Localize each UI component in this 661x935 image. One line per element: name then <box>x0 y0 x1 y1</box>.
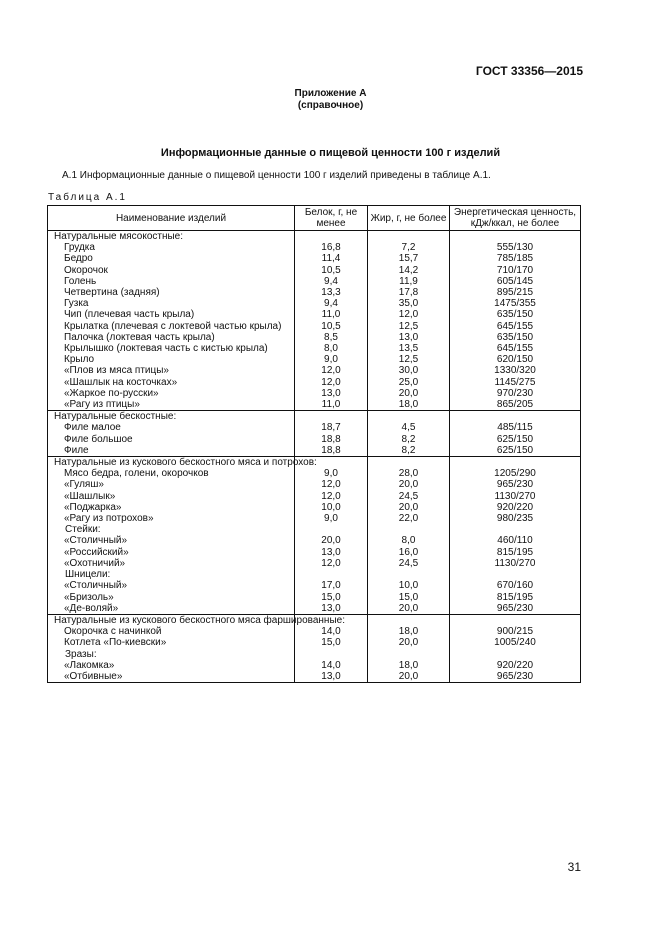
cell-energy <box>450 569 581 580</box>
cell-energy: 620/150 <box>450 354 581 365</box>
cell-energy: 900/215 <box>450 626 581 637</box>
table-row <box>48 365 581 376</box>
table-row <box>48 354 581 365</box>
table-row <box>48 388 581 399</box>
cell-fat: 24,5 <box>368 491 450 502</box>
cell-name: Окорочок <box>48 265 295 276</box>
cell-protein: 10,0 <box>295 502 368 513</box>
cell-fat: 15,0 <box>368 592 450 603</box>
cell-protein: 12,0 <box>295 377 368 388</box>
cell-name: «Гуляш» <box>48 479 295 490</box>
cell-energy: 605/145 <box>450 276 581 287</box>
table-group-row <box>48 524 581 535</box>
table-row <box>48 502 581 513</box>
cell-fat: 12,5 <box>368 321 450 332</box>
table-row <box>48 535 581 546</box>
cell-fat: 15,7 <box>368 253 450 264</box>
cell-fat: 16,0 <box>368 547 450 558</box>
intro-paragraph: А.1 Информационные данные о пищевой ценности 100 г изделий приведены в таблице А.1. <box>62 170 491 181</box>
nutrition-table <box>47 205 581 683</box>
cell-protein: 17,0 <box>295 580 368 591</box>
table-row <box>48 637 581 648</box>
cell-fat <box>368 614 450 626</box>
cell-protein: 13,0 <box>295 671 368 683</box>
page-number: 31 <box>567 860 581 874</box>
cell-fat: 14,2 <box>368 265 450 276</box>
cell-energy <box>450 649 581 660</box>
cell-fat: 20,0 <box>368 637 450 648</box>
table-row <box>48 580 581 591</box>
cell-protein: 14,0 <box>295 626 368 637</box>
cell-fat <box>368 457 450 469</box>
cell-name: «Жаркое по-русски» <box>48 388 295 399</box>
cell-fat: 12,5 <box>368 354 450 365</box>
cell-energy: 460/110 <box>450 535 581 546</box>
cell-energy: 645/155 <box>450 321 581 332</box>
cell-energy: 555/130 <box>450 242 581 253</box>
cell-name: Крыло <box>48 354 295 365</box>
cell-protein: 20,0 <box>295 535 368 546</box>
cell-name: Крылышко (локтевая часть с кистью крыла) <box>48 343 295 354</box>
cell-protein <box>295 231 368 243</box>
cell-name: Гузка <box>48 298 295 309</box>
cell-name: Окорочка с начинкой <box>48 626 295 637</box>
cell-fat <box>368 411 450 423</box>
table-row <box>48 265 581 276</box>
cell-name: Голень <box>48 276 295 287</box>
cell-energy: 785/185 <box>450 253 581 264</box>
table-row <box>48 445 581 457</box>
cell-protein: 13,0 <box>295 603 368 615</box>
cell-name: Бедро <box>48 253 295 264</box>
table-row <box>48 253 581 264</box>
cell-energy: 625/150 <box>450 434 581 445</box>
cell-protein: 12,0 <box>295 365 368 376</box>
cell-name: Крылатка (плечевая с локтевой частью крыла) <box>48 321 295 332</box>
cell-protein: 18,8 <box>295 434 368 445</box>
cell-fat: 18,0 <box>368 626 450 637</box>
cell-name: Шницели: <box>48 569 295 580</box>
cell-protein: 14,0 <box>295 660 368 671</box>
cell-name: «Бризоль» <box>48 592 295 603</box>
cell-energy: 635/150 <box>450 332 581 343</box>
cell-name: Натуральные из кускового бескостного мяса фаршированные: <box>48 614 295 626</box>
cell-protein: 13,3 <box>295 287 368 298</box>
cell-name: Натуральные из кускового бескостного мяса и потрохов: <box>48 457 295 469</box>
table-group-row <box>48 569 581 580</box>
cell-energy: 865/205 <box>450 399 581 411</box>
cell-fat: 17,8 <box>368 287 450 298</box>
cell-fat: 12,0 <box>368 309 450 320</box>
section-heading: Информационные данные о пищевой ценности 100 г изделий <box>160 147 501 159</box>
cell-name: «Лакомка» <box>48 660 295 671</box>
table-group-row <box>48 614 581 626</box>
cell-fat: 8,2 <box>368 434 450 445</box>
cell-name: Четвертина (задняя) <box>48 287 295 298</box>
cell-protein <box>295 569 368 580</box>
cell-protein: 10,5 <box>295 265 368 276</box>
cell-protein: 9,4 <box>295 298 368 309</box>
table-row <box>48 468 581 479</box>
appendix-title: Приложение А <box>294 88 367 99</box>
cell-protein: 8,5 <box>295 332 368 343</box>
cell-fat: 20,0 <box>368 388 450 399</box>
cell-name: «Плов из мяса птицы» <box>48 365 295 376</box>
appendix-subtitle: (справочное) <box>297 100 364 111</box>
cell-name: Зразы: <box>48 649 295 660</box>
table-body <box>48 231 581 683</box>
cell-energy: 965/230 <box>450 603 581 615</box>
cell-energy <box>450 457 581 469</box>
cell-name: Палочка (локтевая часть крыла) <box>48 332 295 343</box>
table-row <box>48 558 581 569</box>
cell-fat: 30,0 <box>368 365 450 376</box>
cell-name: Котлета «По-киевски» <box>48 637 295 648</box>
cell-energy: 1130/270 <box>450 491 581 502</box>
cell-energy: 970/230 <box>450 388 581 399</box>
cell-name: «Рагу из потрохов» <box>48 513 295 524</box>
cell-fat: 24,5 <box>368 558 450 569</box>
cell-protein: 13,0 <box>295 388 368 399</box>
cell-protein: 11,4 <box>295 253 368 264</box>
cell-fat: 13,0 <box>368 332 450 343</box>
cell-fat: 22,0 <box>368 513 450 524</box>
table-row <box>48 321 581 332</box>
cell-energy: 965/230 <box>450 671 581 683</box>
cell-protein: 9,0 <box>295 468 368 479</box>
table-row <box>48 309 581 320</box>
cell-name: Натуральные мясокостные: <box>48 231 295 243</box>
cell-energy: 1205/290 <box>450 468 581 479</box>
cell-protein: 9,0 <box>295 513 368 524</box>
cell-fat <box>368 524 450 535</box>
table-row <box>48 626 581 637</box>
cell-name: «Шашлык на косточках» <box>48 377 295 388</box>
cell-protein: 18,8 <box>295 445 368 457</box>
cell-name: «Охотничий» <box>48 558 295 569</box>
table-row <box>48 671 581 683</box>
table-row <box>48 592 581 603</box>
table-row <box>48 287 581 298</box>
cell-protein <box>295 649 368 660</box>
cell-fat <box>368 231 450 243</box>
cell-protein: 8,0 <box>295 343 368 354</box>
cell-protein: 9,4 <box>295 276 368 287</box>
table-row <box>48 377 581 388</box>
cell-energy: 815/195 <box>450 592 581 603</box>
cell-protein: 15,0 <box>295 637 368 648</box>
cell-protein: 12,0 <box>295 558 368 569</box>
cell-name: «Столичный» <box>48 580 295 591</box>
cell-name: Филе <box>48 445 295 457</box>
table-row <box>48 660 581 671</box>
cell-fat <box>368 569 450 580</box>
cell-protein <box>295 524 368 535</box>
cell-fat: 35,0 <box>368 298 450 309</box>
cell-name: «Рагу из птицы» <box>48 399 295 411</box>
table-caption: Таблица А.1 <box>48 192 127 203</box>
cell-name: «Де-воляй» <box>48 603 295 615</box>
cell-fat: 20,0 <box>368 671 450 683</box>
cell-energy: 920/220 <box>450 502 581 513</box>
cell-protein: 9,0 <box>295 354 368 365</box>
table-row <box>48 547 581 558</box>
table-row <box>48 422 581 433</box>
cell-name: «Отбивные» <box>48 671 295 683</box>
cell-energy: 980/235 <box>450 513 581 524</box>
table-row <box>48 332 581 343</box>
table-header-row <box>48 206 581 231</box>
cell-energy: 1005/240 <box>450 637 581 648</box>
cell-fat: 8,2 <box>368 445 450 457</box>
cell-name: Мясо бедра, голени, окорочков <box>48 468 295 479</box>
cell-name: Грудка <box>48 242 295 253</box>
cell-energy: 815/195 <box>450 547 581 558</box>
cell-energy: 645/155 <box>450 343 581 354</box>
cell-protein: 11,0 <box>295 309 368 320</box>
cell-fat: 20,0 <box>368 502 450 513</box>
table-group-row <box>48 649 581 660</box>
cell-name: Натуральные бескостные: <box>48 411 295 423</box>
cell-name: Филе большое <box>48 434 295 445</box>
table-group-row <box>48 231 581 243</box>
cell-energy: 710/170 <box>450 265 581 276</box>
cell-energy: 1130/270 <box>450 558 581 569</box>
table-row <box>48 479 581 490</box>
cell-energy: 670/160 <box>450 580 581 591</box>
cell-fat: 18,0 <box>368 399 450 411</box>
cell-energy <box>450 614 581 626</box>
cell-energy: 895/215 <box>450 287 581 298</box>
cell-name: Филе малое <box>48 422 295 433</box>
cell-protein: 18,7 <box>295 422 368 433</box>
cell-protein: 12,0 <box>295 491 368 502</box>
cell-protein: 12,0 <box>295 479 368 490</box>
cell-fat: 10,0 <box>368 580 450 591</box>
table-row <box>48 276 581 287</box>
table-group-row <box>48 411 581 423</box>
cell-protein: 15,0 <box>295 592 368 603</box>
cell-energy: 1475/355 <box>450 298 581 309</box>
cell-energy: 1145/275 <box>450 377 581 388</box>
table-row <box>48 491 581 502</box>
table-row <box>48 242 581 253</box>
cell-fat: 8,0 <box>368 535 450 546</box>
cell-energy: 1330/320 <box>450 365 581 376</box>
cell-energy: 485/115 <box>450 422 581 433</box>
table-row <box>48 343 581 354</box>
cell-name: «Поджарка» <box>48 502 295 513</box>
cell-fat: 4,5 <box>368 422 450 433</box>
cell-energy: 625/150 <box>450 445 581 457</box>
cell-protein <box>295 411 368 423</box>
cell-energy <box>450 524 581 535</box>
appendix-heading <box>0 88 661 112</box>
column-header-energy: Энергетическая ценность, кДж/ккал, не более <box>450 206 581 231</box>
table-row <box>48 434 581 445</box>
cell-energy: 635/150 <box>450 309 581 320</box>
cell-fat: 13,5 <box>368 343 450 354</box>
cell-fat: 20,0 <box>368 479 450 490</box>
table-row <box>48 513 581 524</box>
document-code: ГОСТ 33356—2015 <box>475 64 583 78</box>
cell-protein: 11,0 <box>295 399 368 411</box>
cell-fat: 20,0 <box>368 603 450 615</box>
cell-fat: 11,9 <box>368 276 450 287</box>
cell-fat <box>368 649 450 660</box>
column-header-fat: Жир, г, не более <box>368 206 450 231</box>
cell-fat: 25,0 <box>368 377 450 388</box>
cell-energy: 920/220 <box>450 660 581 671</box>
column-header-protein: Белок, г, не менее <box>295 206 368 231</box>
cell-energy <box>450 411 581 423</box>
table-group-row <box>48 457 581 469</box>
cell-name: «Столичный» <box>48 535 295 546</box>
column-header-name: Наименование изделий <box>48 206 295 231</box>
cell-fat: 28,0 <box>368 468 450 479</box>
table-row <box>48 298 581 309</box>
cell-energy: 965/230 <box>450 479 581 490</box>
table-row <box>48 399 581 411</box>
cell-protein: 13,0 <box>295 547 368 558</box>
cell-fat: 18,0 <box>368 660 450 671</box>
cell-fat: 7,2 <box>368 242 450 253</box>
cell-name: Чип (плечевая часть крыла) <box>48 309 295 320</box>
cell-energy <box>450 231 581 243</box>
cell-name: «Шашлык» <box>48 491 295 502</box>
cell-name: Стейки: <box>48 524 295 535</box>
cell-protein: 10,5 <box>295 321 368 332</box>
cell-protein: 16,8 <box>295 242 368 253</box>
table-row <box>48 603 581 615</box>
cell-name: «Российский» <box>48 547 295 558</box>
